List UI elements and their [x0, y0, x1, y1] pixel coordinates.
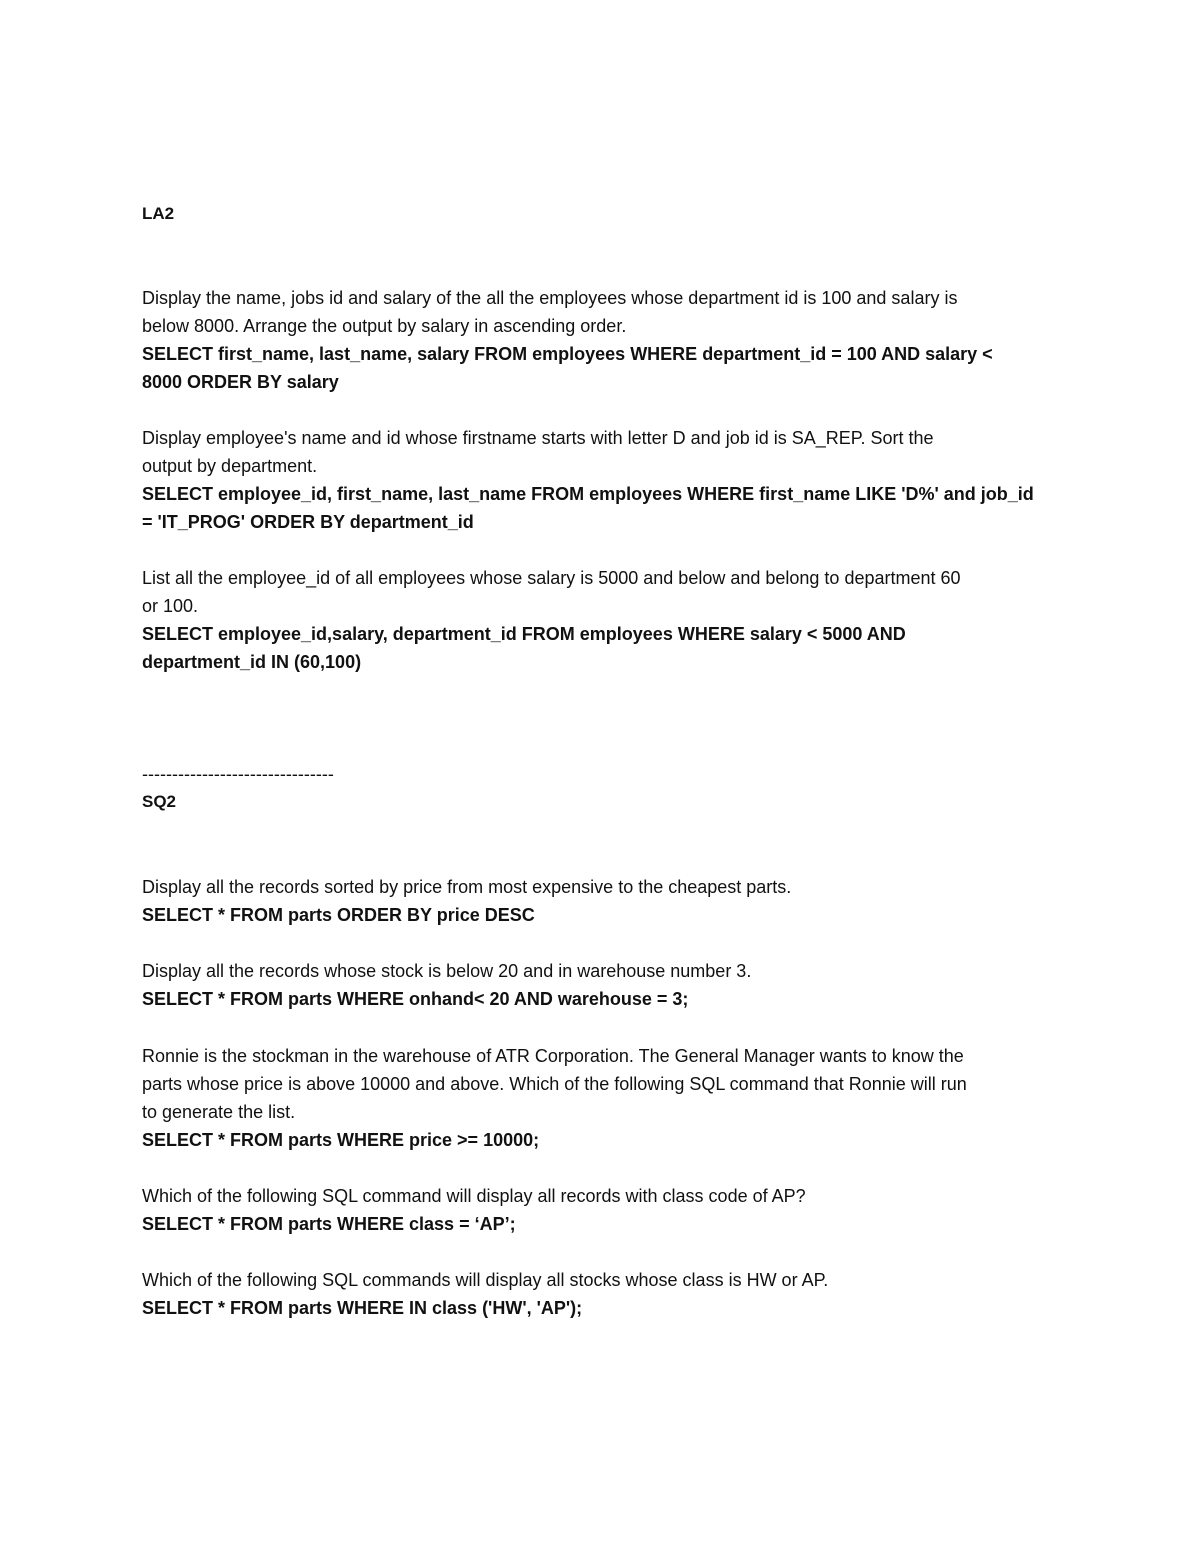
- question-text: Display the name, jobs id and salary of the all the employees whose department id is 100 and salary is: [142, 288, 958, 308]
- question-text: Display employee's name and id whose firstname starts with letter D and job id is SA_REP. Sort the: [142, 428, 934, 448]
- sql-answer: = 'IT_PROG' ORDER BY department_id: [142, 512, 474, 532]
- question-text: Display all the records whose stock is below 20 and in warehouse number 3.: [142, 961, 752, 981]
- sql-answer: SELECT * FROM parts WHERE IN class ('HW', 'AP');: [142, 1298, 583, 1318]
- sql-answer: SELECT first_name, last_name, salary FROM employees WHERE department_id = 100 AND salary <: [142, 344, 993, 364]
- question-text: parts whose price is above 10000 and above. Which of the following SQL command that Ronnie will run: [142, 1074, 967, 1094]
- sql-answer: 8000 ORDER BY salary: [142, 372, 339, 392]
- sql-answer: SELECT employee_id, first_name, last_name FROM employees WHERE first_name LIKE 'D%' and job_id: [142, 484, 1034, 504]
- question-text: to generate the list.: [142, 1102, 296, 1122]
- question-text: Which of the following SQL commands will display all stocks whose class is HW or AP.: [142, 1270, 829, 1290]
- question-text: Ronnie is the stockman in the warehouse of ATR Corporation. The General Manager wants to know the: [142, 1046, 964, 1066]
- sql-answer: SELECT * FROM parts WHERE price >= 10000;: [142, 1130, 540, 1150]
- sql-answer: SELECT * FROM parts ORDER BY price DESC: [142, 905, 535, 925]
- question-text: Which of the following SQL command will display all records with class code of AP?: [142, 1186, 806, 1206]
- sql-answer: SELECT * FROM parts WHERE class = ‘AP’;: [142, 1214, 516, 1234]
- question-text: Display all the records sorted by price from most expensive to the cheapest parts.: [142, 877, 792, 897]
- question-text: output by department.: [142, 456, 318, 476]
- sql-answer: SELECT * FROM parts WHERE onhand< 20 AND warehouse = 3;: [142, 989, 689, 1009]
- question-text: below 8000. Arrange the output by salary in ascending order.: [142, 316, 627, 336]
- section-divider: --------------------------------: [142, 764, 334, 784]
- question-text: List all the employee_id of all employees whose salary is 5000 and below and belong to department 60: [142, 568, 961, 588]
- question-text: or 100.: [142, 596, 199, 616]
- section-heading-la2: LA2: [142, 204, 175, 223]
- section-heading-sq2: SQ2: [142, 792, 177, 811]
- sql-answer: department_id IN (60,100): [142, 652, 362, 672]
- sql-answer: SELECT employee_id,salary, department_id FROM employees WHERE salary < 5000 AND: [142, 624, 906, 644]
